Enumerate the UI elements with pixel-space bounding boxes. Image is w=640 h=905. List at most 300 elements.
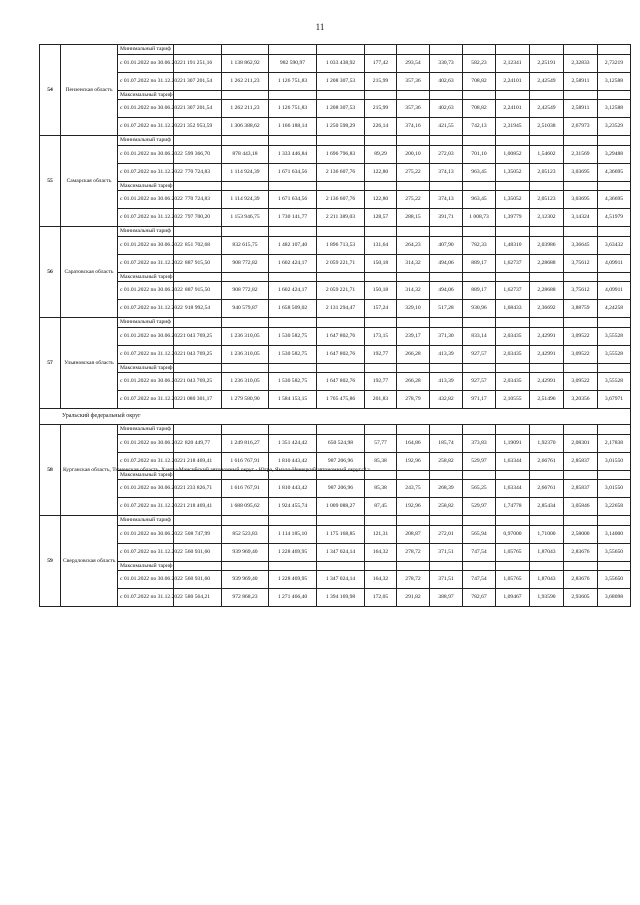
tariff-value: 2,51496 (530, 391, 564, 409)
tariff-value: 2,12302 (530, 209, 564, 227)
period-label: с 01.07.2022 по 31.12.2022 (118, 163, 174, 181)
tariff-value (496, 516, 530, 526)
table-row (40, 363, 631, 373)
tariff-value: 939 969,40 (222, 571, 269, 589)
tariff-value: 971,17 (463, 391, 496, 409)
tariff-value (496, 272, 530, 282)
tariff-value: 3,14324 (564, 209, 598, 227)
tariff-value (463, 90, 496, 100)
tariff-value: 852 523,83 (222, 525, 269, 543)
tariff-value: 371,51 (430, 543, 463, 561)
tariff-value (463, 227, 496, 237)
tariff-value: 200,10 (397, 145, 430, 163)
tariff-value (174, 90, 222, 100)
tariff-value: 878 443,18 (222, 145, 269, 163)
tariff-value: 1 043 769,25 (174, 373, 222, 391)
tariff-value: 820 449,77 (174, 434, 222, 452)
tariff-value: 494,06 (430, 254, 463, 272)
tariff-value: 374,13 (430, 191, 463, 209)
tariff-value: 582,23 (463, 54, 496, 72)
tariff-value: 2,03435 (496, 373, 530, 391)
tariff-value: 1,93590 (530, 589, 564, 607)
tariff-value: 1 352 953,59 (174, 118, 222, 136)
tariff-value: 2 059 221,71 (317, 254, 365, 272)
tariff-value: 4,09911 (598, 254, 631, 272)
tariff-value (397, 470, 430, 480)
table-row (40, 498, 631, 516)
tariff-value: 2,83676 (564, 543, 598, 561)
tariff-value (463, 318, 496, 328)
tariff-value (222, 318, 269, 328)
tariff-value: 3,12588 (598, 100, 631, 118)
tariff-value: 2,05123 (530, 191, 564, 209)
tariff-value: 293,54 (397, 54, 430, 72)
tariff-value (430, 90, 463, 100)
tariff-value: 1 530 582,75 (269, 373, 317, 391)
period-label: Максимальный тариф (118, 90, 174, 100)
tariff-value: 1 208 307,53 (317, 100, 365, 118)
period-label: с 01.07.2022 по 31.12.2022 (118, 72, 174, 90)
tariff-value (397, 181, 430, 191)
table-row (40, 373, 631, 391)
period-label: с 01.07.2022 по 31.12.2022 (118, 589, 174, 607)
table-row (40, 327, 631, 345)
period-label: с 01.07.2022 по 31.12.2022 (118, 300, 174, 318)
tariff-value: 701,10 (463, 145, 496, 163)
region-number: 57 (40, 318, 61, 409)
tariff-value (598, 318, 631, 328)
tariff-value: 291,82 (397, 589, 430, 607)
tariff-value: 508 747,99 (174, 525, 222, 543)
tariff-value (530, 318, 564, 328)
table-row (40, 272, 631, 282)
tariff-value: 1 647 802,76 (317, 345, 365, 363)
period-label: Максимальный тариф (118, 470, 174, 480)
tariff-value: 208,87 (397, 525, 430, 543)
tariff-value (598, 181, 631, 191)
tariff-value (496, 561, 530, 571)
period-label: Минимальный тариф (118, 318, 174, 328)
tariff-value: 1 647 802,76 (317, 373, 365, 391)
tariff-value (222, 136, 269, 146)
tariff-value: 1,35052 (496, 191, 530, 209)
tariff-value (269, 561, 317, 571)
tariff-value (530, 470, 564, 480)
tariff-value: 3,55650 (598, 571, 631, 589)
table-row (40, 525, 631, 543)
tariff-value (397, 561, 430, 571)
period-label: с 01.07.2022 по 31.12.2022 (118, 209, 174, 227)
tariff-value: 1 347 024,14 (317, 571, 365, 589)
tariff-value (174, 561, 222, 571)
tariff-value: 173,15 (365, 327, 397, 345)
tariff-value (222, 227, 269, 237)
tariff-value: 2,51038 (530, 118, 564, 136)
tariff-value: 1 696 796,83 (317, 145, 365, 163)
tariff-value (564, 561, 598, 571)
tariff-value: 2,67973 (564, 118, 598, 136)
tariff-value (317, 90, 365, 100)
tariff-value: 3,23529 (598, 118, 631, 136)
tariff-value: 2,85837 (564, 452, 598, 470)
page-number: 11 (315, 22, 325, 32)
tariff-value (530, 136, 564, 146)
tariff-value: 939 969,40 (222, 543, 269, 561)
tariff-value: 1,92370 (530, 434, 564, 452)
table-row (40, 434, 631, 452)
tariff-value: 1,74778 (496, 498, 530, 516)
tariff-value (463, 181, 496, 191)
tariff-value (598, 90, 631, 100)
tariff-value: 927,57 (463, 345, 496, 363)
tariff-value: 150,18 (365, 254, 397, 272)
tariff-value (222, 45, 269, 55)
tariff-value: 972 868,23 (222, 589, 269, 607)
tariff-value: 2,36692 (530, 300, 564, 318)
tariff-value: 2,85434 (530, 498, 564, 516)
period-label: Минимальный тариф (118, 45, 174, 55)
tariff-value (317, 272, 365, 282)
tariff-value (496, 136, 530, 146)
tariff-value: 2,25191 (530, 54, 564, 72)
tariff-value: 560 931,60 (174, 571, 222, 589)
tariff-value (496, 90, 530, 100)
tariff-value (222, 425, 269, 435)
tariff-value: 1,87043 (530, 543, 564, 561)
tariff-value: 1,62737 (496, 254, 530, 272)
tariff-value (530, 45, 564, 55)
tariff-value: 3,01550 (598, 452, 631, 470)
tariff-value: 3,03695 (564, 163, 598, 181)
tariff-value (365, 181, 397, 191)
tariff-value: 1,68433 (496, 300, 530, 318)
tariff-value (530, 561, 564, 571)
tariff-value: 3,75612 (564, 254, 598, 272)
tariff-value: 87,45 (365, 498, 397, 516)
period-label: с 01.07.2022 по 31.12.2022 (118, 452, 174, 470)
tariff-value (496, 318, 530, 328)
table-row (40, 561, 631, 571)
tariff-value: 2,17838 (598, 434, 631, 452)
tariff-value: 122,80 (365, 163, 397, 181)
tariff-value (598, 363, 631, 373)
tariff-value (564, 272, 598, 282)
tariff-value: 708,82 (463, 100, 496, 118)
tariff-value: 3,67971 (598, 391, 631, 409)
tariff-value: 1 924 455,74 (269, 498, 317, 516)
tariff-value (397, 516, 430, 526)
tariff-value: 1,39779 (496, 209, 530, 227)
tariff-value: 157,24 (365, 300, 397, 318)
table-row (40, 181, 631, 191)
tariff-value (598, 425, 631, 435)
table-row (40, 543, 631, 561)
tariff-value (222, 363, 269, 373)
tariff-value: 264,23 (397, 236, 430, 254)
tariff-value: 192,96 (397, 452, 430, 470)
tariff-value: 1 658 509,02 (269, 300, 317, 318)
tariff-value: 2,03435 (496, 327, 530, 345)
tariff-value: 2,28688 (530, 254, 564, 272)
table-row (40, 163, 631, 181)
tariff-value: 1 271 466,40 (269, 589, 317, 607)
tariff-value: 1 347 024,14 (317, 543, 365, 561)
tariff-value (174, 272, 222, 282)
tariff-value: 272,03 (430, 145, 463, 163)
tariff-value: 272,01 (430, 525, 463, 543)
tariff-value: 1 033 438,92 (317, 54, 365, 72)
table-row (40, 227, 631, 237)
tariff-value: 357,36 (397, 72, 430, 90)
tariff-value: 1 306 388,62 (222, 118, 269, 136)
tariff-value: 1 730 141,77 (269, 209, 317, 227)
tariff-value (430, 181, 463, 191)
tariff-value: 565,94 (463, 525, 496, 543)
tariff-value (564, 136, 598, 146)
tariff-value (397, 136, 430, 146)
tariff-value: 2 211 389,03 (317, 209, 365, 227)
tariff-value: 413,39 (430, 345, 463, 363)
tariff-value (564, 470, 598, 480)
tariff-value: 1 602 424,17 (269, 254, 317, 272)
tariff-value: 278,72 (397, 571, 430, 589)
tariff-value: 963,45 (463, 163, 496, 181)
region-name: Ульяновская область (61, 318, 118, 409)
tariff-value: 1,63344 (496, 480, 530, 498)
tariff-value: 185,74 (430, 434, 463, 452)
tariff-value: 833,14 (463, 327, 496, 345)
period-label: Минимальный тариф (118, 227, 174, 237)
tariff-value: 1,05765 (496, 571, 530, 589)
tariff-value: 2,85837 (564, 480, 598, 498)
tariff-value: 1 080 301,17 (174, 391, 222, 409)
tariff-value: 3,55650 (598, 543, 631, 561)
tariff-value: 1 688 095,62 (222, 498, 269, 516)
tariff-value: 770 724,83 (174, 191, 222, 209)
tariff-value (530, 227, 564, 237)
tariff-value: 987 206,96 (317, 480, 365, 498)
tariff-value (222, 561, 269, 571)
tariff-value: 1 008,73 (463, 209, 496, 227)
tariff-value: 851 702,68 (174, 236, 222, 254)
federal-district-label: Уральский федеральный округ (40, 409, 631, 425)
tariff-value: 565,25 (463, 480, 496, 498)
table-row (40, 72, 631, 90)
tariff-value (222, 272, 269, 282)
tariff-value: 121,31 (365, 525, 397, 543)
tariff-value: 4,24258 (598, 300, 631, 318)
tariff-value (463, 45, 496, 55)
tariff-value: 4,09911 (598, 282, 631, 300)
tariff-value: 2,03435 (496, 345, 530, 363)
table-row (40, 209, 631, 227)
tariff-value: 3,63432 (598, 236, 631, 254)
table-row (40, 90, 631, 100)
tariff-value: 3,75612 (564, 282, 598, 300)
tariff-value: 930,96 (463, 300, 496, 318)
tariff-value: 2,03986 (530, 236, 564, 254)
tariff-value (430, 425, 463, 435)
period-label: с 01.01.2022 по 30.06.2022 (118, 480, 174, 498)
tariff-value: 2,42991 (530, 373, 564, 391)
tariff-value: 164,32 (365, 571, 397, 589)
tariff-value: 3,09522 (564, 345, 598, 363)
tariff-value: 1 250 598,29 (317, 118, 365, 136)
tariff-value (530, 90, 564, 100)
tariff-value: 2,58911 (564, 100, 598, 118)
tariff-value (365, 90, 397, 100)
tariff-value (430, 227, 463, 237)
tariff-value: 1 126 751,83 (269, 72, 317, 90)
tariff-value (564, 318, 598, 328)
tariff-value: 1 584 153,15 (269, 391, 317, 409)
tariff-value (269, 136, 317, 146)
tariff-value (463, 136, 496, 146)
tariff-value: 1 394 169,98 (317, 589, 365, 607)
tariff-value: 1 043 769,25 (174, 345, 222, 363)
tariff-value: 215,99 (365, 100, 397, 118)
tariff-value: 2,24101 (496, 100, 530, 118)
tariff-value: 275,22 (397, 191, 430, 209)
tariff-value (598, 136, 631, 146)
tariff-value (222, 90, 269, 100)
tariff-value: 918 992,54 (174, 300, 222, 318)
tariff-value: 742,13 (463, 118, 496, 136)
tariff-value: 517,28 (430, 300, 463, 318)
tariff-value: 1 262 211,23 (222, 100, 269, 118)
period-label: Максимальный тариф (118, 181, 174, 191)
table-row (40, 136, 631, 146)
table-row (40, 589, 631, 607)
tariff-value: 3,88759 (564, 300, 598, 318)
tariff-value: 982 590,97 (269, 54, 317, 72)
tariff-value: 1 126 751,83 (269, 100, 317, 118)
tariff-value: 1 218 469,41 (174, 498, 222, 516)
period-label: с 01.07.2022 по 31.12.2022 (118, 345, 174, 363)
table-row (40, 425, 631, 435)
period-label: с 01.07.2022 по 31.12.2022 (118, 118, 174, 136)
tariff-value: 889,17 (463, 282, 496, 300)
tariff-value (174, 516, 222, 526)
tariff-value (430, 516, 463, 526)
period-label: с 01.01.2022 по 30.06.2022 (118, 327, 174, 345)
tariff-value (598, 272, 631, 282)
tariff-value: 3,55528 (598, 373, 631, 391)
tariff-value (397, 90, 430, 100)
table-row (40, 282, 631, 300)
tariff-value: 330,73 (430, 54, 463, 72)
tariff-value: 650 524,98 (317, 434, 365, 452)
tariff-value (397, 45, 430, 55)
period-label: с 01.01.2022 по 30.06.2022 (118, 191, 174, 209)
tariff-value (463, 516, 496, 526)
tariff-value (397, 318, 430, 328)
tariff-value: 1 602 424,17 (269, 282, 317, 300)
table-row (40, 345, 631, 363)
tariff-value (564, 181, 598, 191)
tariff-value: 131,64 (365, 236, 397, 254)
tariff-value: 413,39 (430, 373, 463, 391)
tariff-value: 2,05123 (530, 163, 564, 181)
region-number: 55 (40, 136, 61, 227)
tariff-value: 226,14 (365, 118, 397, 136)
tariff-value: 373,83 (463, 434, 496, 452)
tariff-value: 2,42549 (530, 72, 564, 90)
tariff-value: 1 307 201,54 (174, 72, 222, 90)
tariff-value: 1,54602 (530, 145, 564, 163)
tariff-value: 529,97 (463, 452, 496, 470)
tariff-value: 3,36645 (564, 236, 598, 254)
tariff-value: 3,09522 (564, 327, 598, 345)
tariff-value (463, 425, 496, 435)
period-label: с 01.07.2022 по 31.12.2022 (118, 391, 174, 409)
tariff-value (269, 516, 317, 526)
region-name: Курганская область, Тюменская область, Ханты-Мансийский автономный округ - Югра, Ямало-Ненецкий автономный округ<1> (61, 425, 118, 516)
tariff-value: 580 564,21 (174, 589, 222, 607)
tariff-value: 599 366,70 (174, 145, 222, 163)
tariff-value (598, 561, 631, 571)
tariff-value: 421,55 (430, 118, 463, 136)
federal-district-row (40, 409, 631, 425)
tariff-value (463, 561, 496, 571)
tariff-value: 3,20356 (564, 391, 598, 409)
tariff-value: 2,12341 (496, 54, 530, 72)
table-row (40, 318, 631, 328)
tariff-value: 2,73219 (598, 54, 631, 72)
tariff-value: 1 228 469,95 (269, 543, 317, 561)
tariff-value: 770 724,83 (174, 163, 222, 181)
tariff-value (317, 181, 365, 191)
region-name: Саратовская область (61, 227, 118, 318)
table-row (40, 236, 631, 254)
tariff-value (598, 516, 631, 526)
tariff-value: 57,77 (365, 434, 397, 452)
tariff-value: 128,57 (365, 209, 397, 227)
tariff-value: 2,58911 (564, 72, 598, 90)
table-row (40, 480, 631, 498)
tariff-value: 887 915,50 (174, 282, 222, 300)
tariff-value: 122,80 (365, 191, 397, 209)
tariff-value: 192,77 (365, 373, 397, 391)
tariff-value: 1 307 201,54 (174, 100, 222, 118)
tariff-value (365, 561, 397, 571)
tariff-value: 3,55528 (598, 345, 631, 363)
tariff-value: 2,31945 (496, 118, 530, 136)
period-label: с 01.01.2022 по 30.06.2022 (118, 145, 174, 163)
tariff-value: 3,05846 (564, 498, 598, 516)
tariff-value: 2,42991 (530, 327, 564, 345)
tariff-value: 2,83676 (564, 571, 598, 589)
tariff-value: 164,86 (397, 434, 430, 452)
tariff-value: 1 236 310,05 (222, 345, 269, 363)
tariff-value (564, 227, 598, 237)
period-label: Максимальный тариф (118, 561, 174, 571)
tariff-value: 927,57 (463, 373, 496, 391)
tariff-value (174, 318, 222, 328)
table-row (40, 516, 631, 526)
tariff-value (269, 45, 317, 55)
tariff-value (496, 470, 530, 480)
tariff-value: 329,10 (397, 300, 430, 318)
tariff-value: 2,42991 (530, 345, 564, 363)
tariff-value (317, 516, 365, 526)
tariff-value: 432,82 (430, 391, 463, 409)
tariff-value: 2,42549 (530, 100, 564, 118)
tariff-value: 2,10555 (496, 391, 530, 409)
table-row (40, 571, 631, 589)
tariff-value: 747,54 (463, 543, 496, 561)
period-label: с 01.01.2022 по 30.06.2022 (118, 54, 174, 72)
